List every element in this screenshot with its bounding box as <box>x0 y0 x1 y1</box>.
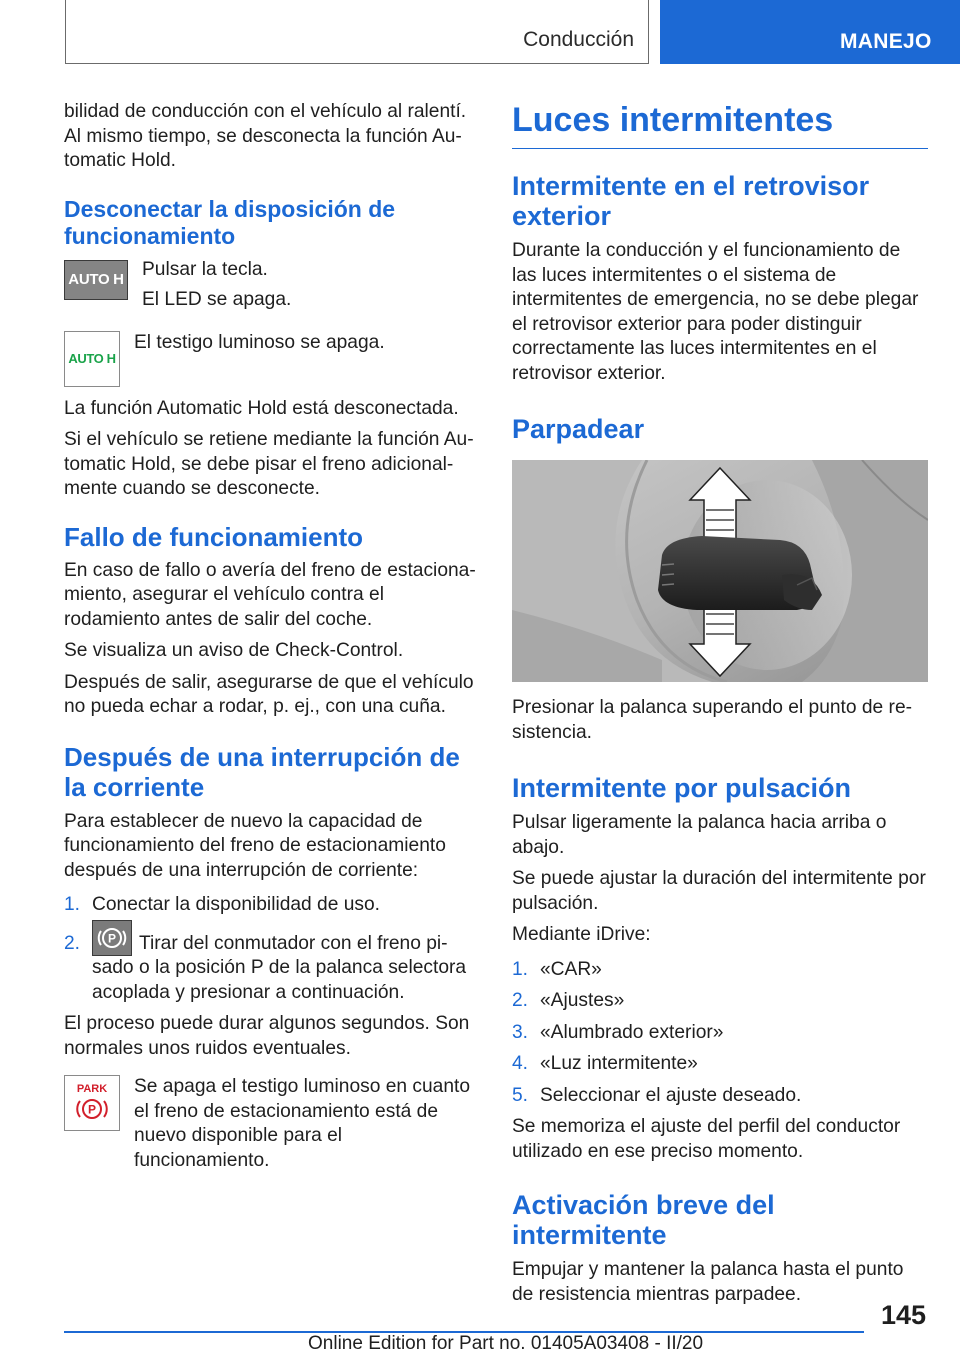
paragraph-presionar: Presionar la palanca superando el punto de resistencia. <box>512 697 913 743</box>
header-section-box <box>65 0 649 64</box>
list-item-number: 2. <box>512 990 529 1011</box>
header-chapter-tab <box>660 0 960 64</box>
list-item-text: Tirar del conmutador con el freno pisado o la posición P de la palanca selectora acoplada y presionar a continuación. <box>92 932 467 1003</box>
list-item <box>512 1084 928 1109</box>
paragraph-retrovisor: Durante la conducción y el funcionamiento de las luces intermitentes o el sistema de intermitentes de emergencia, no se debe plegar el retrovisor exterior para poder distinguir correctamente las luces intermitentes en el retrovisor exterior. <box>512 240 919 384</box>
autoh-button-icon <box>64 260 128 300</box>
list-item-text: «Alumbrado exterior» <box>540 1021 724 1043</box>
footer-edition: Online Edition for Part no. 01405A03408 - II/20 <box>308 1333 704 1354</box>
paragraph-fallo-3: Después de salir, asegurarse de que el vehículo no pueda echar a rodar, p. ej., con una cuña. <box>64 671 474 717</box>
svg-text:P: P <box>107 931 117 945</box>
paragraph-memoriza: Se memoriza el ajuste del perfil del conductor utilizado en ese preciso momento. <box>512 1116 901 1162</box>
heading-activacion: Activación breve del intermitente <box>512 1190 775 1250</box>
paragraph-pulsar-ligeramente: Pulsar ligeramente la palanca hacia arriba o abajo. <box>512 812 887 858</box>
paragraph-ajustar: Se puede ajustar la duración del intermitente por pulsación. <box>512 868 926 914</box>
svg-text:P: P <box>87 1102 97 1117</box>
park-brake-symbol-icon <box>74 1095 110 1123</box>
paragraph-testigo: El testigo luminoso se apaga. <box>134 331 385 353</box>
list-restore-steps <box>64 893 480 1005</box>
page-number: 145 <box>880 1300 926 1330</box>
paragraph-intro: bilidad de conducción con el vehículo al ralentí. Al mismo tiempo, se desconecta la función Automatic Hold. <box>64 101 467 171</box>
autoh-indicator-label: AUTO H <box>68 351 116 366</box>
paragraph-para: Para establecer de nuevo la capacidad de funcionamiento del freno de estacionamiento después de una interrupción de corriente: <box>64 810 446 881</box>
list-item-number: 3. <box>512 1021 529 1043</box>
paragraph-func-desc: La función Automatic Hold está desconectada. <box>64 397 459 419</box>
list-idrive-steps <box>512 958 928 1109</box>
autoh-indicator-icon <box>64 331 120 387</box>
heading-parpadear: Parpadear <box>512 414 645 444</box>
left-column <box>64 100 480 1185</box>
park-lamp-row <box>64 1075 480 1179</box>
list-item-text: Conectar la disponibilidad de uso. <box>92 894 380 915</box>
right-column <box>512 100 928 1314</box>
paragraph-proceso: El proceso puede durar algunos segundos. Son normales unos ruidos eventuales. <box>64 1013 470 1059</box>
parking-brake-switch-icon <box>92 920 132 956</box>
paragraph-pulsar: Pulsar la tecla. <box>142 258 268 280</box>
park-indicator-icon <box>64 1075 120 1131</box>
list-item-number: 1. <box>512 958 529 980</box>
heading-pulsacion: Intermitente por pulsación <box>512 773 852 803</box>
autoh-lamp-row <box>64 331 480 387</box>
paragraph-fallo-1: En caso de fallo o avería del freno de estacionamiento, asegurar el vehículo contra el rodamiento antes de salir del coche. <box>64 559 476 630</box>
turn-signal-lever-illustration <box>512 460 928 682</box>
list-item-text: «CAR» <box>540 958 602 980</box>
park-indicator-label: PARK <box>76 1083 108 1095</box>
list-item <box>64 932 480 1006</box>
list-item-text: Seleccionar el ajuste deseado. <box>540 1084 802 1106</box>
paragraph-apaga: Se apaga el testigo luminoso en cuanto el freno de estacionamiento está de nuevo disponible para el funcionamiento. <box>134 1076 471 1171</box>
autoh-button-label: AUTO H <box>68 271 124 288</box>
heading-fallo: Fallo de funcionamiento <box>64 521 364 552</box>
list-item-number: 1. <box>64 894 81 915</box>
list-item-number: 2. <box>64 932 81 954</box>
header-section-title: Conducción <box>523 28 634 51</box>
paragraph-led: El LED se apaga. <box>142 289 292 310</box>
list-item <box>512 958 928 983</box>
heading-desconectar: Desconectar la disposición de funcionamiento <box>64 195 396 249</box>
list-item <box>512 1021 928 1046</box>
heading-despues: Después de una interrupción de la corriente <box>64 741 460 802</box>
heading-retrovisor: Intermitente en el retrovisor exterior <box>512 171 870 231</box>
list-item-number: 4. <box>512 1053 529 1074</box>
heading-luces-intermitentes: Luces intermitentes <box>512 100 928 149</box>
paragraph-idrive: Mediante iDrive: <box>512 924 651 945</box>
paragraph-empujar: Empujar y mantener la palanca hasta el punto de resistencia mientras parpadee. <box>512 1259 904 1305</box>
list-item <box>512 989 928 1014</box>
list-item-text: «Luz intermitente» <box>540 1053 698 1074</box>
list-item-text: «Ajustes» <box>540 990 625 1011</box>
paragraph-fallo-2: Se visualiza un aviso de Check-Control. <box>64 640 404 661</box>
autoh-button-row <box>64 258 480 319</box>
list-item <box>512 1052 928 1077</box>
paragraph-si-vehiculo: Si el vehículo se retiene mediante la función Automatic Hold, se debe pisar el freno adicionalmente cuando se desconecte. <box>64 429 474 499</box>
list-item <box>64 893 480 918</box>
list-item-number: 5. <box>512 1084 529 1106</box>
header-chapter-title: MANEJO <box>840 30 932 53</box>
